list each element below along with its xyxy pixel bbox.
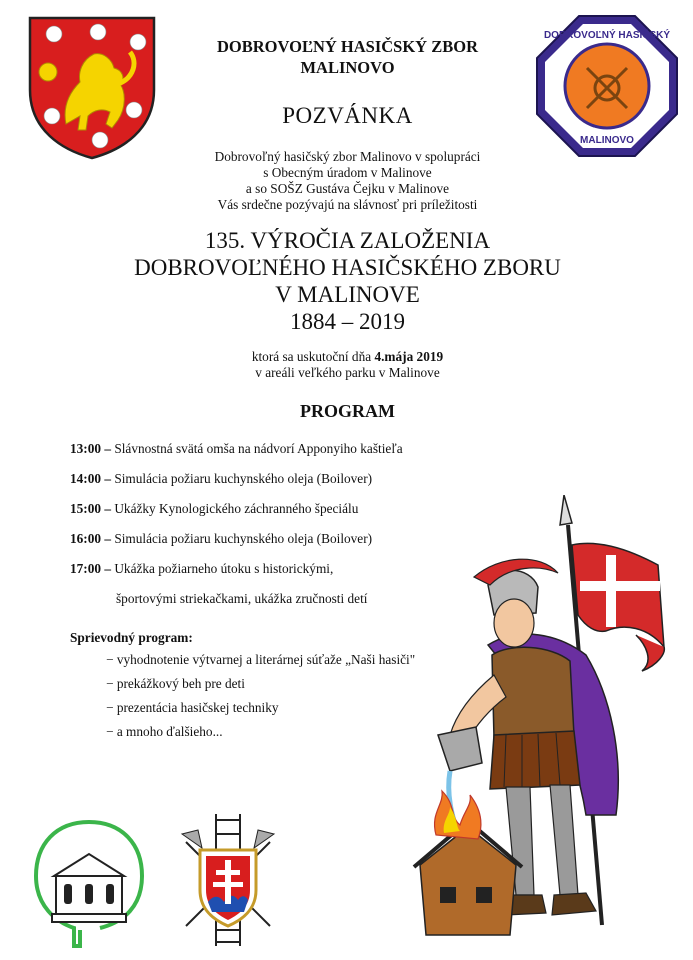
emblem-ring-text-top: DOBROVOĽNÝ HASIČSKÝ xyxy=(543,30,671,41)
anniversary-heading xyxy=(110,227,585,335)
side-program-item: − prezentácia hasičskej techniky xyxy=(106,700,279,715)
program-item xyxy=(70,561,333,577)
intro-line: a so SOŠZ Gustáva Čejku v Malinove xyxy=(245,181,450,196)
program-text: Ukážka požiarneho útoku s historickými, xyxy=(111,561,334,576)
program-item xyxy=(70,501,358,517)
program-item xyxy=(70,441,403,457)
intro-text xyxy=(150,149,545,213)
program-text: Ukážky Kynologického záchranného špeciálu xyxy=(111,501,359,516)
malinovo-coat-of-arms-icon xyxy=(22,12,162,162)
anniversary-line: 135. VÝROČIA ZALOŽENIA xyxy=(204,228,491,253)
program-item xyxy=(70,471,372,487)
intro-line: Dobrovoľný hasičský zbor Malinovo v spolupráci xyxy=(214,149,481,164)
program-text: Simulácia požiaru kuchynského oleja (Boilover) xyxy=(111,471,373,486)
organization-name: DOBROVOĽNÝ HASIČSKÝ ZBOR xyxy=(217,37,478,56)
side-program-item: − vyhodnotenie výtvarnej a literárnej súťaže „Naši hasiči" xyxy=(106,652,416,667)
fire-brigade-emblem-icon xyxy=(533,12,681,160)
program-item xyxy=(70,531,372,547)
program-title: PROGRAM xyxy=(300,401,395,421)
program-time: 15:00 – xyxy=(70,501,111,516)
anniversary-line: DOBROVOĽNÉHO HASIČSKÉHO ZBORU xyxy=(134,255,561,280)
organization-town: MALINOVO xyxy=(300,58,395,77)
invitation-title: POZVÁNKA xyxy=(282,103,413,128)
intro-line: s Obecným úradom v Malinove xyxy=(263,165,432,180)
program-time: 17:00 – xyxy=(70,561,111,576)
program-time: 16:00 – xyxy=(70,531,111,546)
event-date-prefix: ktorá sa uskutoční dňa xyxy=(251,349,375,364)
side-program-item: − prekážkový beh pre deti xyxy=(106,676,245,691)
side-program-item: − a mnoho ďalšieho... xyxy=(106,724,223,739)
firefighter-association-emblem-icon xyxy=(180,808,276,952)
saint-florian-illustration-icon xyxy=(410,495,680,950)
program-time: 13:00 – xyxy=(70,441,111,456)
side-program-title: Sprievodný program: xyxy=(70,630,193,645)
event-date: 4.mája 2019 xyxy=(374,349,444,364)
event-info xyxy=(150,349,545,381)
program-text: Slávnostná svätá omša na nádvorí Apponyiho kaštieľa xyxy=(111,441,403,456)
town-logo-icon xyxy=(30,818,148,950)
program-time: 14:00 – xyxy=(70,471,111,486)
emblem-ring-text-bottom: MALINOVO xyxy=(580,135,634,146)
anniversary-years: 1884 – 2019 xyxy=(290,309,405,334)
event-date-line xyxy=(150,349,545,365)
event-place: v areáli veľkého parku v Malinove xyxy=(255,365,440,380)
anniversary-line: V MALINOVE xyxy=(275,282,420,307)
intro-line: Vás srdečne pozývajú na slávnosť pri príležitosti xyxy=(217,197,478,212)
program-item-continuation: športovými striekačkami, ukážka zručnosti detí xyxy=(116,591,368,606)
program-text: Simulácia požiaru kuchynského oleja (Boilover) xyxy=(111,531,373,546)
